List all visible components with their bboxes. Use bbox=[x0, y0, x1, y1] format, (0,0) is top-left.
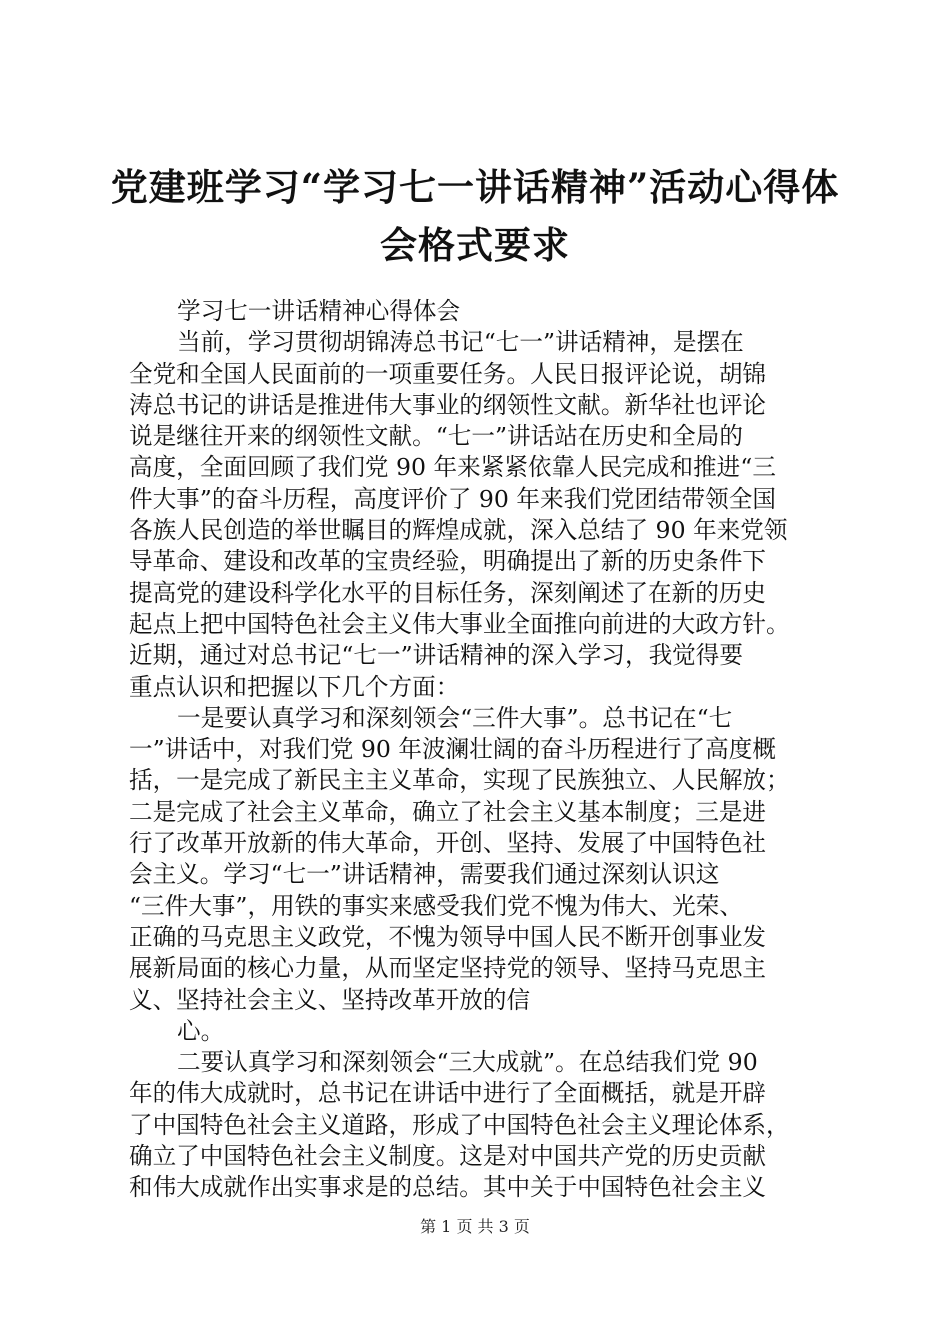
paragraph-line: 正确的马克思主义政党，不愧为领导中国人民不断开创事业发 bbox=[129, 922, 767, 951]
paragraph-line: 件大事”的奋斗历程，高度评价了 90 年来我们党团结带领全国 bbox=[129, 484, 776, 513]
paragraph-line: 年的伟大成就时，总书记在讲话中进行了全面概括，就是开辟 bbox=[129, 1079, 767, 1108]
paragraph-2 bbox=[129, 703, 829, 1016]
paragraph-line: 会主义。学习“七一”讲话精神，需要我们通过深刻认识这 bbox=[129, 860, 720, 889]
paragraph-line: 展新局面的核心力量，从而坚定坚持党的领导、坚持马克思主 bbox=[129, 954, 767, 983]
paragraph-line: 确立了中国特色社会主义制度。这是对中国共产党的历史贡献 bbox=[129, 1142, 767, 1171]
paragraph-line: 当前，学习贯彻胡锦涛总书记“七一”讲话精神，是摆在 bbox=[177, 328, 744, 357]
paragraph-line: 一是要认真学习和深刻领会“三件大事”。总书记在“七 bbox=[177, 703, 733, 732]
paragraph-line: 括，一是完成了新民主主义革命，实现了民族独立、人民解放； bbox=[129, 766, 790, 795]
paragraph-line: “三件大事”，用铁的事实来感受我们党不愧为伟大、光荣、 bbox=[129, 891, 743, 920]
paragraph-line: 高度，全面回顾了我们党 90 年来紧紧依靠人民完成和推进“三 bbox=[129, 453, 776, 482]
paragraph-line: 提高党的建设科学化水平的目标任务，深刻阐述了在新的历史 bbox=[129, 578, 767, 607]
paragraph-line: 二要认真学习和深刻领会“三大成就”。在总结我们党 90 bbox=[177, 1048, 758, 1077]
document-title bbox=[110, 158, 840, 274]
paragraph-3 bbox=[129, 1016, 829, 1047]
paragraph-line: 心。 bbox=[177, 1016, 225, 1045]
paragraph-line: 各族人民创造的举世瞩目的辉煌成就，深入总结了 90 年来党领 bbox=[129, 516, 788, 545]
paragraph-line: 起点上把中国特色社会主义伟大事业全面推向前进的大政方针。 bbox=[129, 609, 790, 638]
page-number-footer: 第 1 页 共 3 页 bbox=[420, 1217, 530, 1236]
document-body bbox=[129, 296, 829, 1204]
paragraph-1 bbox=[129, 327, 829, 703]
paragraph-line: 了中国特色社会主义道路，形成了中国特色社会主义理论体系， bbox=[129, 1110, 790, 1139]
paragraph-line: 导革命、建设和改革的宝贵经验，明确提出了新的历史条件下 bbox=[129, 547, 767, 576]
paragraph-line: 近期，通过对总书记“七一”讲话精神的深入学习，我觉得要 bbox=[129, 641, 743, 670]
paragraph-line: 义、坚持社会主义、坚持改革开放的信 bbox=[129, 985, 531, 1014]
paragraph-line: 全党和全国人民面前的一项重要任务。人民日报评论说，胡锦 bbox=[129, 359, 767, 388]
paragraph-4 bbox=[129, 1047, 829, 1203]
paragraph-line: 重点认识和把握以下几个方面： bbox=[129, 672, 460, 701]
document-subtitle: 学习七一讲话精神心得体会 bbox=[177, 297, 461, 325]
title-line: 会格式要求 bbox=[380, 223, 570, 267]
title-line: 党建班学习“学习七一讲话精神”活动心得体 bbox=[110, 165, 840, 209]
paragraph-line: 行了改革开放新的伟大革命，开创、坚持、发展了中国特色社 bbox=[129, 829, 767, 858]
paragraph-line: 和伟大成就作出实事求是的总结。其中关于中国特色社会主义 bbox=[129, 1173, 767, 1202]
paragraph-line: 二是完成了社会主义革命，确立了社会主义基本制度；三是进 bbox=[129, 797, 767, 826]
paragraph-line: 一”讲话中，对我们党 90 年波澜壮阔的奋斗历程进行了高度概 bbox=[129, 735, 776, 764]
paragraph-line: 涛总书记的讲话是推进伟大事业的纲领性文献。新华社也评论 bbox=[129, 390, 767, 419]
paragraph-line: 说是继往开来的纲领性文献。“七一”讲话站在历史和全局的 bbox=[129, 422, 743, 451]
